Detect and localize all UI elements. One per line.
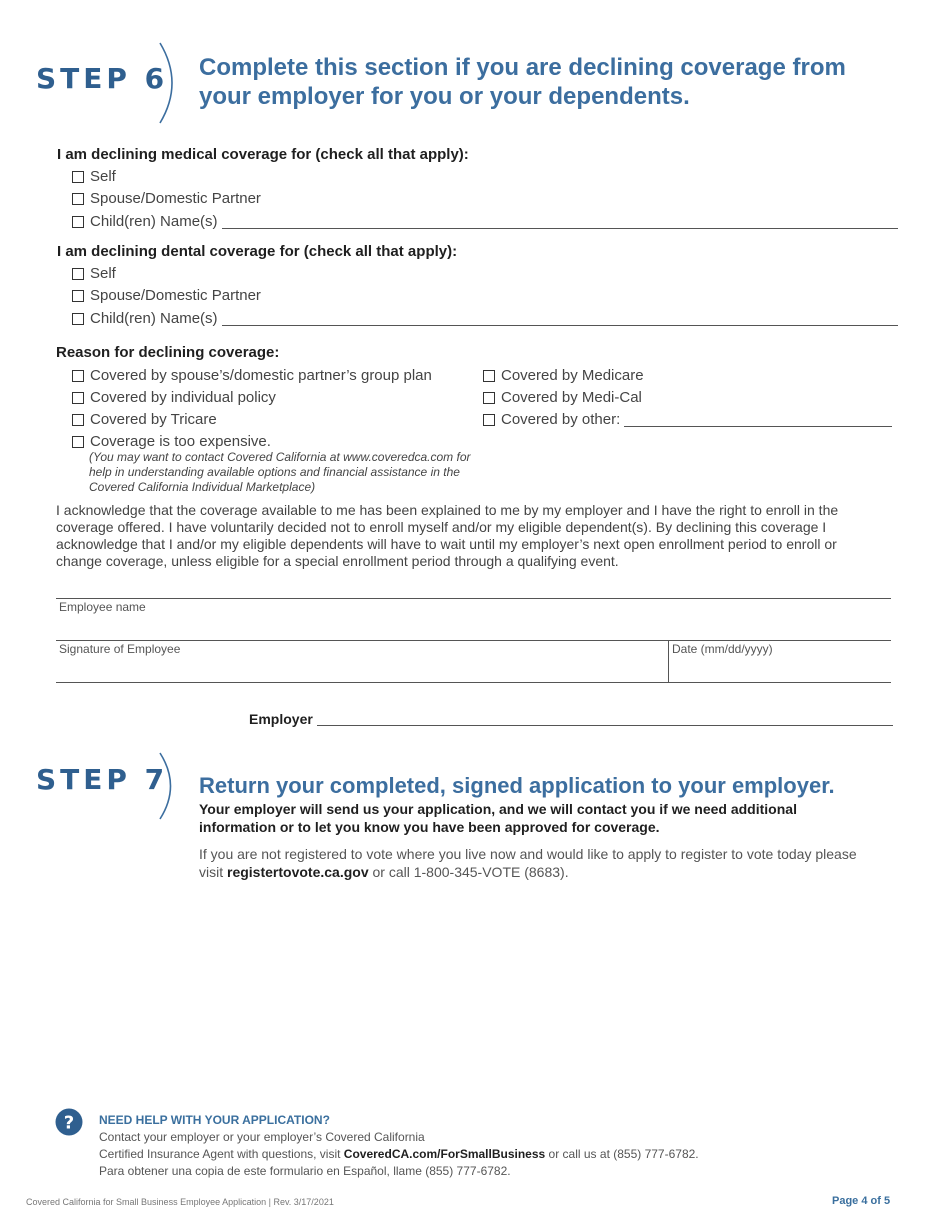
reason-tricare-checkbox[interactable] [72,414,84,426]
step7-subtitle-line2: information or to let you know you have been approved for coverage. [199,819,660,835]
help-line1: Contact your employer or your employer’s Covered California [99,1130,425,1144]
medical-children-checkbox[interactable] [72,216,84,228]
step6-title [199,53,919,111]
dental-spouse-checkbox[interactable] [72,290,84,302]
reason-spouse-plan[interactable] [72,367,432,384]
medical-option-children[interactable] [72,213,898,230]
step6-title-line1: Complete this section if you are declining coverage from [199,54,846,81]
step7-title: Return your completed, signed application to your employer. [199,773,835,798]
step7-subtitle-line1: Your employer will send us your application, and we will contact you if we need additional [199,801,797,817]
employee-name-label: Employee name [59,600,146,614]
help-question-icon [55,1108,83,1136]
dental-children-checkbox[interactable] [72,313,84,325]
expensive-note [89,450,509,495]
vote-line1: If you are not registered to vote where you live now and would like to apply to register to vote today please [199,846,857,862]
expensive-note-line2: help in understanding available options and financial assistance in the [89,465,460,479]
step6-title-line2: your employer for you or your dependents. [199,83,690,110]
reason-too-expensive-checkbox[interactable] [72,436,84,448]
signature-rule [56,640,891,641]
reason-too-expensive[interactable] [72,433,271,450]
medical-option-self[interactable] [72,168,116,185]
employer-label: Employer [249,711,313,727]
dental-self-label: Self [90,265,116,282]
vote-suffix: or call 1-800-345-VOTE (8683). [368,864,569,880]
vote-link[interactable]: registertovote.ca.gov [227,864,369,880]
date-label: Date (mm/dd/yyyy) [672,642,773,656]
dental-option-self[interactable] [72,265,116,282]
reason-other-field[interactable] [624,412,892,427]
footer-page-number: Page 4 of 5 [832,1195,891,1207]
employee-name-rule [56,598,891,599]
signature-field[interactable] [56,642,666,682]
employer-row [249,711,893,727]
expensive-note-line3: Covered California Individual Marketplace) [89,480,316,494]
vote-prefix: visit [199,864,227,880]
dental-children-label: Child(ren) Name(s) [90,310,218,327]
reason-spouse-plan-label: Covered by spouse’s/domestic partner’s group plan [90,367,432,384]
step6-bracket-icon [156,40,186,126]
reason-spouse-plan-checkbox[interactable] [72,370,84,382]
reason-individual-policy[interactable] [72,389,276,406]
reason-too-expensive-label: Coverage is too expensive. [90,433,271,450]
dental-option-spouse[interactable] [72,287,261,304]
medical-spouse-label: Spouse/Domestic Partner [90,190,261,207]
signature-bottom-rule [56,682,891,683]
medical-self-checkbox[interactable] [72,171,84,183]
dental-children-names-field[interactable] [222,311,898,326]
expensive-note-line1: (You may want to contact Covered California at www.coveredca.com for [89,450,471,464]
medical-option-spouse[interactable] [72,190,261,207]
reason-medicare-checkbox[interactable] [483,370,495,382]
dental-option-children[interactable] [72,310,898,327]
help-line3: Para obtener una copia de este formulario en Español, llame (855) 777-6782. [99,1164,511,1178]
medical-children-names-field[interactable] [222,214,898,229]
acknowledgement-line4: change coverage, unless eligible for a special enrollment period through a qualifying event. [56,553,619,569]
reason-individual-policy-label: Covered by individual policy [90,389,276,406]
footer-document-info: Covered California for Small Business Employee Application | Rev. 3/17/2021 [26,1197,334,1207]
step7-label: STEP 7 [36,763,169,796]
reason-medi-cal-checkbox[interactable] [483,392,495,404]
reason-other[interactable] [483,411,892,428]
vote-paragraph [199,845,899,881]
medical-children-label: Child(ren) Name(s) [90,213,218,230]
acknowledgement-line2: coverage offered. I have voluntarily decided not to enroll myself and/or my eligible dependent(s). By declining this coverage I [56,519,827,535]
vote-line2 [199,863,899,881]
step6-label: STEP 6 [36,62,169,95]
employee-name-field[interactable] [56,600,891,640]
dental-spouse-label: Spouse/Domestic Partner [90,287,261,304]
step7-bracket-icon [156,750,184,822]
help-heading: NEED HELP WITH YOUR APPLICATION? [99,1113,330,1127]
reason-tricare[interactable] [72,411,217,428]
help-link[interactable]: CoveredCA.com/ForSmallBusiness [343,1147,546,1161]
dental-self-checkbox[interactable] [72,268,84,280]
reason-tricare-label: Covered by Tricare [90,411,217,428]
help-line2-prefix: Certified Insurance Agent with questions, visit [99,1147,344,1161]
date-field[interactable] [669,642,891,682]
reason-medi-cal-label: Covered by Medi-Cal [501,389,642,406]
signature-label: Signature of Employee [59,642,181,656]
acknowledgement-line1: I acknowledge that the coverage available to me has been explained to me by my employer and I have the right to enroll in the [56,502,839,518]
help-text [99,1129,819,1180]
reason-other-label: Covered by other: [501,411,621,428]
help-line2 [99,1146,819,1163]
medical-spouse-checkbox[interactable] [72,193,84,205]
step7-subtitle [199,800,899,836]
reason-medicare-label: Covered by Medicare [501,367,644,384]
reason-medicare[interactable] [483,367,644,384]
help-line2-suffix: or call us at (855) 777-6782. [545,1147,699,1161]
dental-heading: I am declining dental coverage for (check all that apply): [57,243,458,260]
employer-field[interactable] [317,712,893,726]
reason-individual-policy-checkbox[interactable] [72,392,84,404]
reason-other-checkbox[interactable] [483,414,495,426]
acknowledgement-paragraph [56,502,896,570]
medical-self-label: Self [90,168,116,185]
medical-heading: I am declining medical coverage for (check all that apply): [57,146,469,163]
acknowledgement-line3: acknowledge that I and/or my eligible dependents will have to wait until my employer’s next open enrollment period to enroll or [56,536,837,552]
help-question-glyph: ? [63,1112,75,1134]
reason-medi-cal[interactable] [483,389,642,406]
reason-heading: Reason for declining coverage: [56,344,280,361]
